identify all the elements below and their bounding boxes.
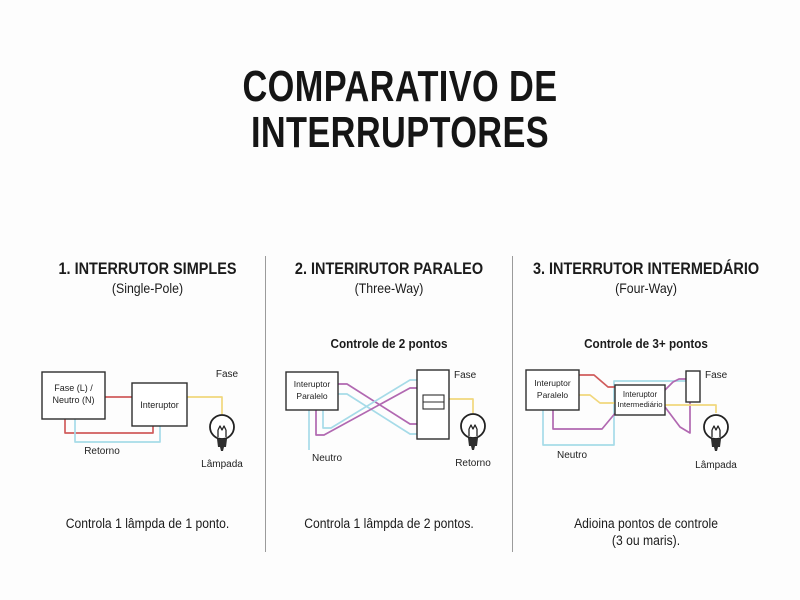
control-points-label (42, 336, 254, 353)
switch-box-label-line2: Paralelo (295, 390, 328, 401)
column-caption (278, 515, 499, 533)
wire-lamp-yellow (449, 399, 473, 413)
switch-box-label-line1: Interuptor (534, 377, 571, 388)
wire-fase-red (579, 375, 617, 387)
wire-lamp-yellow (187, 397, 222, 414)
lamp-icon (210, 415, 234, 451)
column-subheading: (Four-Way) (615, 279, 677, 296)
page-title-line2: INTERRUPTORES (250, 108, 550, 158)
circuit-diagram-four-way (520, 357, 772, 509)
caption-line1: Adioina pontos de controle (574, 515, 718, 531)
column-single-pole (30, 256, 265, 552)
switch-panel-box (686, 371, 700, 402)
column-subheading: (Single-Pole) (111, 279, 184, 296)
column-heading: 3. INTERRUTOR INTERMEDÁRIO (532, 259, 760, 278)
circuit-diagram-single-pole (32, 357, 264, 509)
control-points-label: Controle de 3+ pontos (584, 335, 708, 351)
retorno-label: Retorno (454, 457, 491, 469)
mid-box-label-line1: Interuptor (622, 389, 658, 399)
mid-box-label-line2: Intermediário (617, 399, 663, 409)
wire-traveler-purple-bottom-right (665, 402, 690, 433)
source-box-label-line1: Fase (L) / (53, 382, 93, 393)
lamp-icon (461, 414, 485, 450)
columns-section (30, 256, 770, 552)
circuit-diagram-three-way (277, 357, 502, 509)
column-caption (42, 515, 254, 533)
caption-line1: Controla 1 lâmpda de 1 ponto. (65, 515, 230, 531)
control-points-label: Controle de 2 pontos (330, 335, 448, 351)
column-heading: 2. INTERIRUTOR PARALEO (294, 259, 484, 278)
fase-label: Fase (453, 369, 476, 381)
column-heading: 1. INTERRUTOR SIMPLES (58, 259, 237, 278)
page-title-line1: COMPARATIVO DE (242, 62, 558, 111)
fase-label: Fase (215, 368, 238, 380)
source-box-label-line2: Neutro (N) (51, 394, 95, 405)
caption-line1: Controla 1 lâmpda de 2 pontos. (304, 515, 474, 531)
caption-line2: (3 ou maris). (611, 533, 681, 549)
column-four-way (513, 256, 779, 552)
retorno-label: Retorno (83, 445, 120, 457)
lamp-icon (704, 415, 728, 451)
switch-box-label-line1: Interuptor (293, 378, 330, 389)
wire-traveler-purple-left (553, 410, 617, 429)
wire-yellow-left (579, 395, 617, 403)
lampada-label: Lâmpada (200, 458, 243, 470)
neutro-label: Neutro (557, 449, 588, 461)
neutro-label: Neutro (311, 452, 342, 464)
switch-box-label: Interuptor (139, 399, 179, 410)
fase-label: Fase (705, 369, 728, 381)
column-subheading: (Three-Way) (354, 279, 424, 296)
page-title (0, 64, 800, 156)
switch-box-label-line2: Paralelo (536, 389, 569, 400)
column-caption (526, 515, 765, 550)
lampada-label: Lâmpada (695, 459, 737, 471)
column-three-way (265, 256, 513, 552)
